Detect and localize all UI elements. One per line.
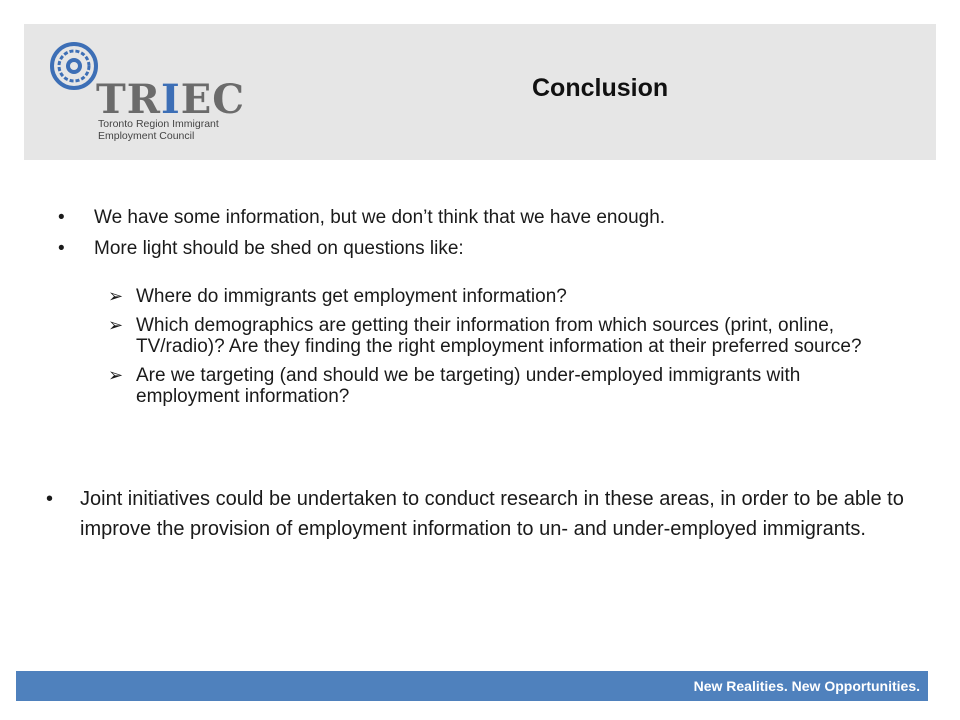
bullet-text: More light should be shed on questions like:: [94, 238, 464, 259]
arrow-bullet-icon: ➢: [108, 315, 124, 335]
list-item: [58, 202, 898, 233]
slide-title: Conclusion: [532, 74, 669, 102]
logo-wordmark: TRIEC: [96, 76, 246, 123]
bullet-text: We have some information, but we don’t think that we have enough.: [94, 207, 666, 228]
main-bullet-list: [58, 202, 898, 264]
sub-bullet-text: Are we targeting (and should we be targeting) under-employed immigrants with employment information?: [136, 365, 801, 407]
sub-bullet-text: Which demographics are getting their information from which sources (print, online, TV/radio)? Are they finding the right employment information at their preferred source?: [136, 315, 862, 357]
footer-tagline: New Realities. New Opportunities.: [693, 678, 920, 694]
logo-emblem-icon: [44, 36, 104, 96]
closing-paragraph: [46, 484, 906, 544]
logo-subtitle: [98, 118, 219, 142]
logo-subtitle-line-1: Toronto Region Immigrant: [98, 118, 219, 130]
bullet-dot-icon: •: [58, 238, 65, 259]
bullet-dot-icon: •: [58, 207, 65, 228]
bullet-dot-icon: •: [46, 488, 54, 510]
list-item: [108, 365, 868, 407]
sub-bullet-text: Where do immigrants get employment information?: [136, 286, 567, 307]
arrow-bullet-icon: ➢: [108, 365, 124, 385]
list-item: [108, 315, 868, 357]
sub-bullet-list: [108, 286, 868, 415]
list-item: [108, 286, 868, 307]
footer-bar: [16, 671, 928, 701]
arrow-bullet-icon: ➢: [108, 286, 124, 306]
closing-text: Joint initiatives could be undertaken to conduct research in these areas, in order to be able to improve the provision of employment information to un- and under-employed immigrants.: [80, 488, 904, 540]
logo-subtitle-line-2: Employment Council: [98, 130, 195, 142]
list-item: [58, 233, 898, 264]
